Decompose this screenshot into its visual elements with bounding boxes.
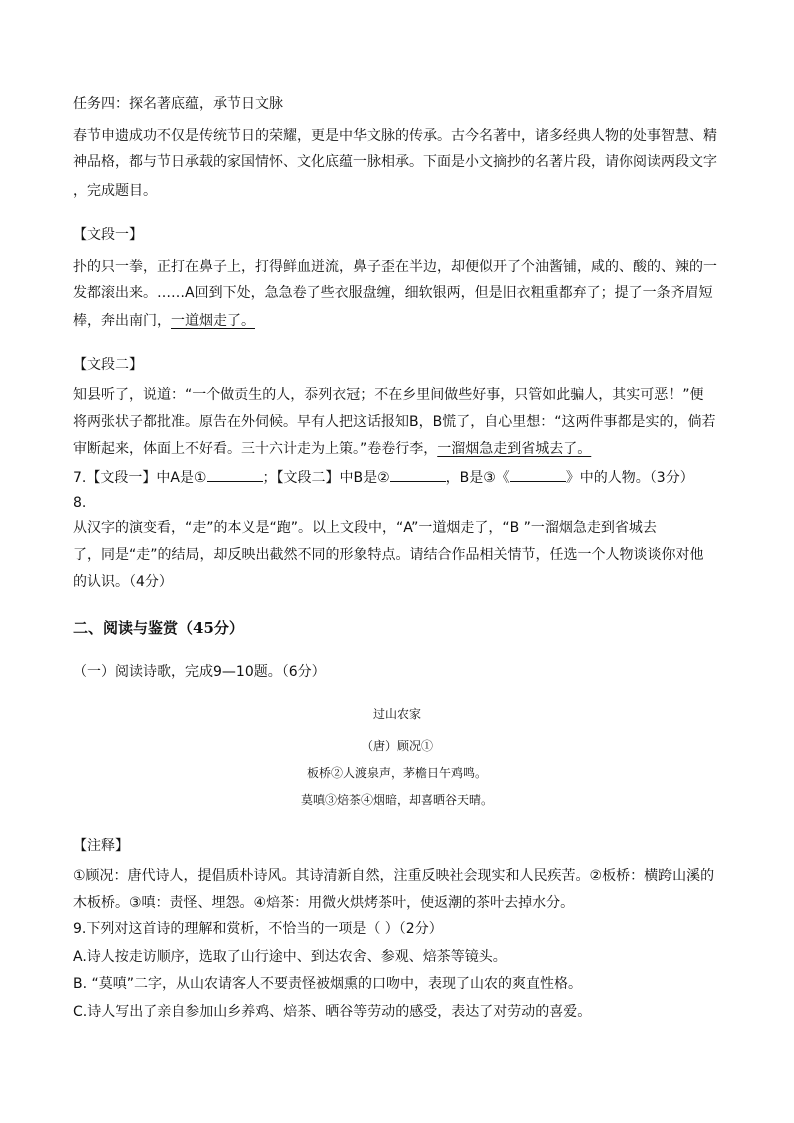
q7-part3: ，B是③《: [445, 470, 510, 486]
passage1-line: 发都滚出来。……A回到下处，急急卷了些衣服盘缠，细软银两，但是旧衣粗重都弃了；提了一条齐眉短: [73, 285, 713, 301]
notes-line: 木板桥。③嗔：责怪、埋怨。④焙茶：用微火烘烤茶叶，使返潮的茶叶去掉水分。: [73, 895, 575, 911]
notes-line: ①顾况：唐代诗人，提倡质朴诗风。其诗清新自然，注重反映社会现实和人民疾苦。②板桥：横跨山溪的: [73, 868, 715, 884]
task4-intro-line: 神品格，都与节日承载的家国情怀、文化底蕴一脉相承。下面是小文摘抄的名著片段，请你阅读两段文字: [73, 154, 717, 170]
question-7: [73, 467, 694, 488]
question-8-line: 的认识。（4分）: [73, 574, 173, 590]
poem-line: 莫嗔③焙茶④烟暗，却喜晒谷天晴。: [300, 793, 493, 807]
poem-title: 过山农家: [372, 707, 421, 721]
task4-title: 任务四：探名著底蕴，承节日文脉: [73, 96, 283, 112]
question-8-line: 了，同是“走”的结局，却反映出截然不同的形象特点。请结合作品相关情节，任选一个人物谈谈你对他: [73, 547, 704, 563]
notes-label: 【注释】: [73, 838, 129, 854]
q7-part2: ；【文段二】中B是②: [262, 470, 390, 486]
passage2-label: 【文段二】: [73, 357, 143, 373]
passage2-line3-text: 审断起来，体面上不好看。三十六计走为上策。”卷卷行李，: [73, 441, 438, 457]
question-8-line: 从汉字的演变看，“走”的本义是“跑”。以上文段中，“A”一道烟走了，“B ”一溜烟急走到省城去: [73, 520, 657, 536]
question-9-option-b: B. “莫嗔”二字，从山农请客人不要责怪被烟熏的口吻中，表现了山农的爽直性格。: [73, 976, 583, 992]
passage2-underlined-phrase: 一溜烟急走到省城去了。: [437, 441, 592, 457]
passage1-line: [73, 311, 255, 331]
answer-blank-1[interactable]: [207, 467, 263, 482]
task4-intro-line: ，完成题目。: [73, 183, 157, 199]
passage2-line: 将两张状子都批准。原告在外伺候。早有人把这话报知B，B慌了，自心里想：“这两件事都是实的，倘若: [73, 414, 716, 430]
question-8-number: 8.: [73, 495, 87, 511]
passage1-label: 【文段一】: [73, 227, 143, 243]
passage1-line3-text: 棒，奔出南门，: [73, 313, 171, 329]
question-9-stem: 9.下列对这首诗的理解和赏析，不恰当的一项是（ ）（2分）: [73, 921, 443, 937]
passage1-underlined-phrase: 一道烟走了。: [171, 313, 255, 329]
q7-part4: 》中的人物。（3分）: [565, 470, 694, 486]
section-2-heading: 二、阅读与鉴赏（45分）: [73, 619, 244, 637]
answer-blank-2[interactable]: [390, 467, 446, 482]
question-9-option-a: A.诗人按走访顺序，选取了山行途中、到达农舍、参观、焙茶等镜头。: [73, 949, 507, 965]
section-2-sub-heading: （一）阅读诗歌，完成9—10题。（6分）: [73, 664, 326, 680]
passage2-line: [73, 439, 591, 459]
passage2-line: 知县听了，说道：“一个做贡生的人，忝列衣冠；不在乡里间做些好事，只管如此骗人，其实可恶！”便: [73, 387, 704, 403]
answer-blank-3[interactable]: [510, 467, 566, 482]
task4-intro-line: 春节申遗成功不仅是传统节日的荣耀，更是中华文脉的传承。古今名著中，诸多经典人物的处事智慧、精: [73, 128, 717, 144]
q7-part1: 7.【文段一】中A是①: [73, 470, 207, 486]
poem-line: 板桥②人渡泉声，茅檐日午鸡鸣。: [306, 766, 487, 780]
question-9-option-c: C.诗人写出了亲自参加山乡养鸡、焙茶、晒谷等劳动的感受，表达了对劳动的喜爱。: [73, 1004, 592, 1020]
poem-author: （唐）顾况①: [360, 739, 433, 753]
passage1-line: 扑的只一拳，正打在鼻子上，打得鲜血迸流，鼻子歪在半边，却便似开了个油酱铺，咸的、酸的、辣的一: [73, 259, 717, 275]
